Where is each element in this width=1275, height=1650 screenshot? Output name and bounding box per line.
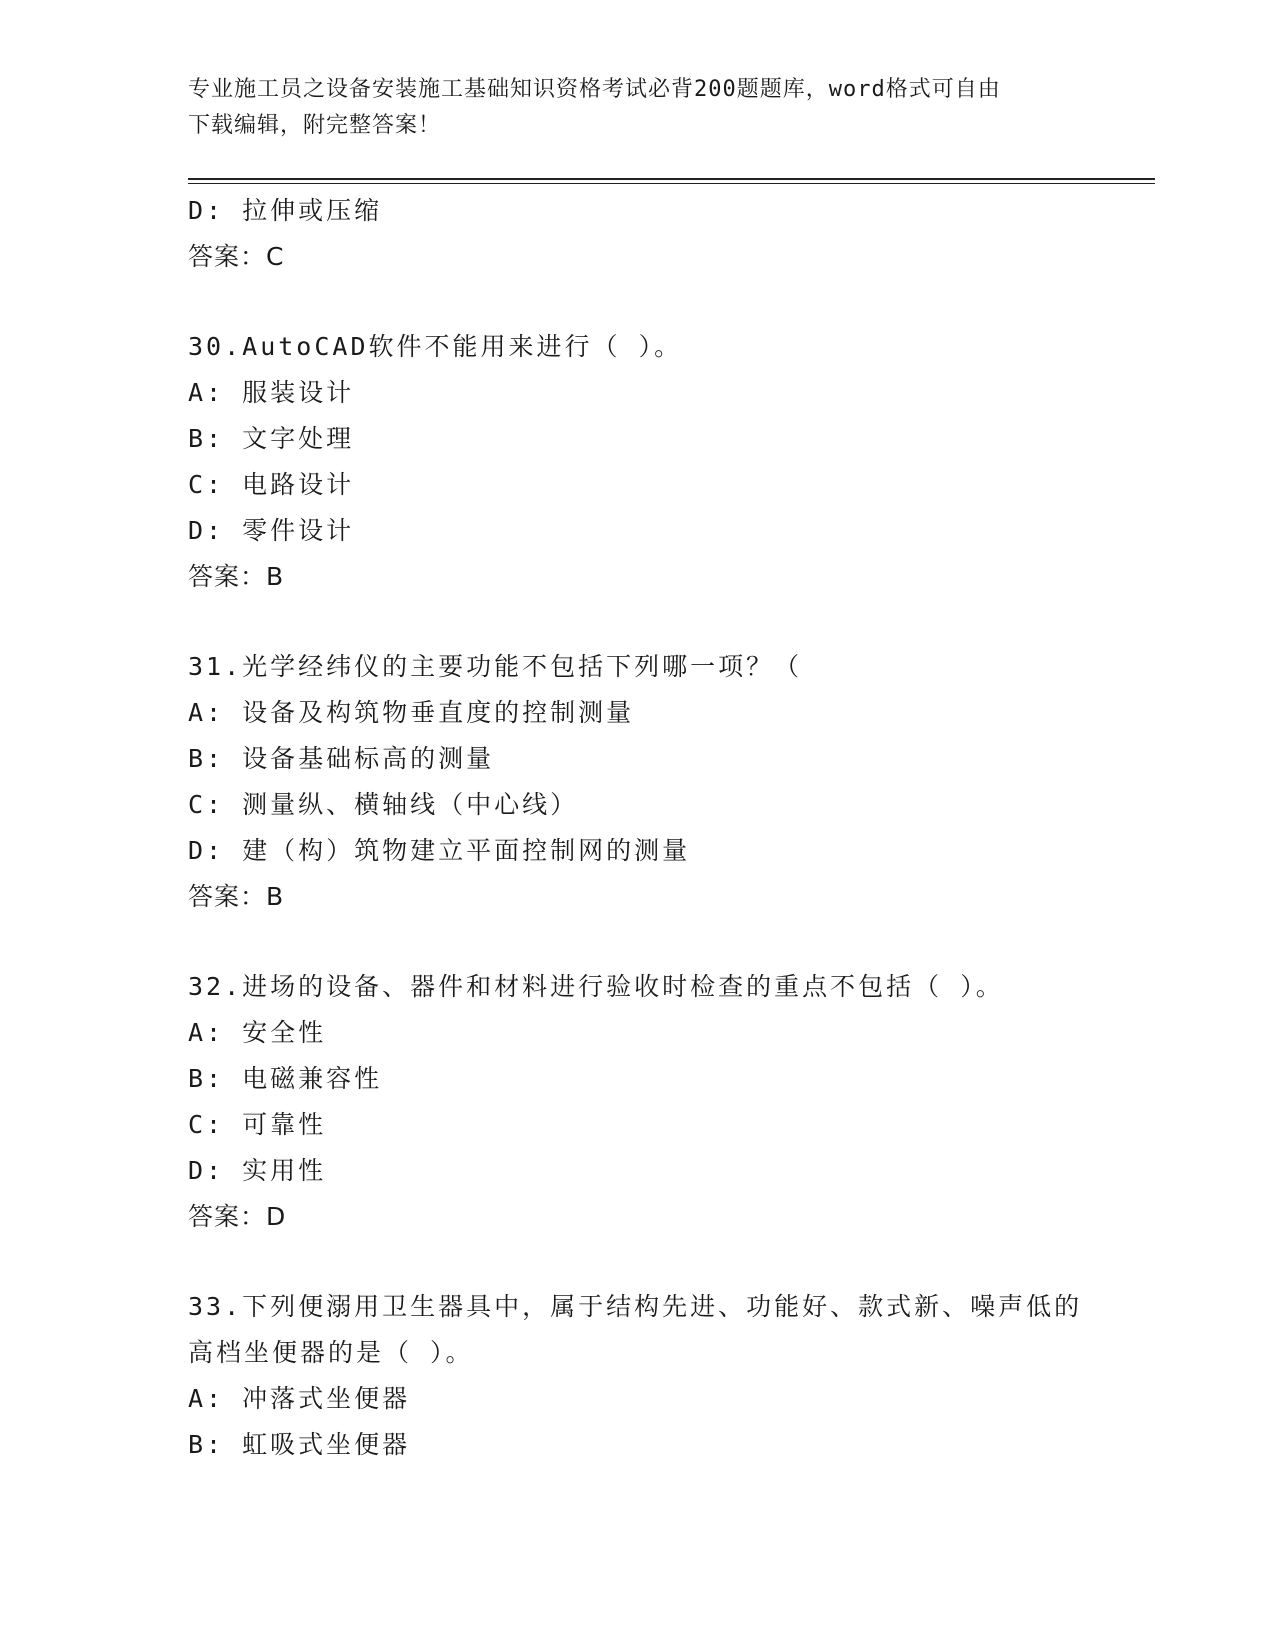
option-c: C: 测量纵、横轴线（中心线） [188,790,579,819]
option-c: C: 可靠性 [188,1110,327,1139]
header-line-1: 专业施工员之设备安装施工基础知识资格考试必背200题题库，word格式可自由 [188,77,1001,102]
question-block-32 [188,964,1155,1240]
question-list [188,188,1155,1468]
option-b: B: 虹吸式坐便器 [188,1430,411,1459]
question-text: 30.AutoCAD软件不能用来进行（ ）。 [188,332,683,361]
question-block-30 [188,324,1155,600]
option-d: D: 实用性 [188,1156,327,1185]
option-b: B: 设备基础标高的测量 [188,744,495,773]
option-a: A: 安全性 [188,1018,327,1047]
question-text: 32.进场的设备、器件和材料进行验收时检查的重点不包括（ ）。 [188,972,1004,1001]
option-d: D: 零件设计 [188,516,355,545]
question-block-31 [188,644,1155,920]
question-text: 31.光学经纬仪的主要功能不包括下列哪一项？（ [188,652,803,681]
option-a: A: 冲落式坐便器 [188,1384,411,1413]
option-d: D: 拉伸或压缩 [188,196,383,225]
option-d: D: 建（构）筑物建立平面控制网的测量 [188,836,691,865]
question-block-33 [188,1284,1155,1468]
option-c: C: 电路设计 [188,470,355,499]
header-line-2: 下载编辑，附完整答案！ [188,113,442,138]
option-a: A: 设备及构筑物垂直度的控制测量 [188,698,635,727]
answer-label: 答案：B [188,562,285,591]
option-b: B: 电磁兼容性 [188,1064,383,1093]
question-text: 33.下列便溺用卫生器具中，属于结构先进、功能好、款式新、噪声低的高档坐便器的是（ ）。 [188,1292,1083,1367]
answer-label: 答案：B [188,882,285,911]
answer-label: 答案：C [188,242,285,271]
page-header [188,72,1088,144]
header-divider [188,178,1155,184]
question-block-29 [188,188,1155,280]
option-a: A: 服装设计 [188,378,355,407]
answer-label: 答案：D [188,1202,287,1231]
option-b: B: 文字处理 [188,424,355,453]
